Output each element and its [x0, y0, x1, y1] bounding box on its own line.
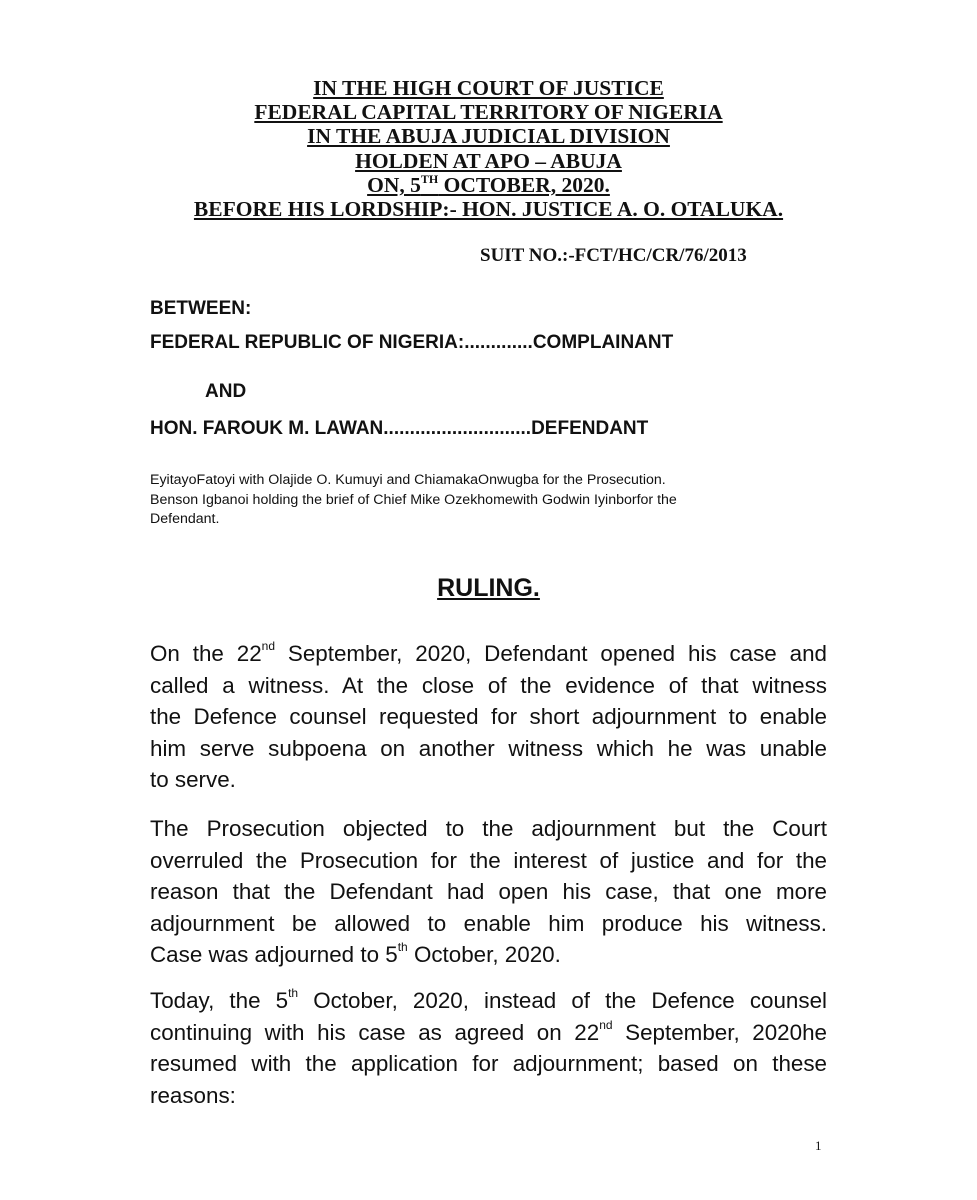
page-number: 1 [815, 1138, 822, 1153]
prosecution-counsel: EyitayoFatoyi with Olajide O. Kumuyi and ChiamakaOnwugba for the Prosecution. [150, 472, 666, 488]
paragraph-3 [150, 985, 827, 1111]
paragraph-1 [150, 638, 827, 796]
text-line: On the 22nd September, 2020, Defendant opened his case and [150, 639, 827, 666]
paragraph-2 [150, 813, 827, 971]
text-line: Today, the 5th October, 2020, instead of the Defence counsel [150, 986, 827, 1013]
text-line: Case was adjourned to 5th October, 2020. [150, 940, 561, 968]
text-line: reason that the Defendant had open his case, that one more [150, 879, 827, 905]
counsel-appearances [150, 471, 850, 530]
text-line: adjournment be allowed to enable him produce his witness. [150, 910, 827, 936]
text-line: reasons: [150, 1082, 236, 1108]
defendant-line: HON. FAROUK M. LAWAN............................DEFENDANT [150, 418, 649, 439]
text-line: continuing with his case as agreed on 22nd September, 2020he [150, 1017, 827, 1045]
complainant-line: FEDERAL REPUBLIC OF NIGERIA:.............COMPLAINANT [150, 332, 674, 353]
and-label: AND [205, 381, 247, 402]
territory: FEDERAL CAPITAL TERRITORY OF NIGERIA [254, 100, 723, 125]
court-heading [0, 76, 977, 221]
text-line: to serve. [150, 767, 236, 793]
court-name: IN THE HIGH COURT OF JUSTICE [313, 76, 664, 100]
text-line: called a witness. At the close of the evidence of that witness [150, 672, 827, 698]
between-label: BETWEEN: [150, 298, 252, 319]
text-line: The Prosecution objected to the adjournment but the Court [150, 816, 827, 841]
text-line: resumed with the application for adjournment; based on these [150, 1051, 827, 1077]
ruling-title: RULING. [437, 574, 540, 602]
judicial-division: IN THE ABUJA JUDICIAL DIVISION [307, 124, 670, 149]
suit-number: SUIT NO.:-FCT/HC/CR/76/2013 [480, 245, 747, 266]
presiding-judge: BEFORE HIS LORDSHIP:- HON. JUSTICE A. O. OTALUKA. [193, 197, 784, 222]
text-line: overruled the Prosecution for the interest of justice and for the [150, 847, 827, 873]
defence-counsel-cont: Defendant. [150, 511, 220, 527]
text-line: the Defence counsel requested for short adjournment to enable [150, 704, 827, 730]
holden-at: HOLDEN AT APO – ABUJA [355, 148, 622, 173]
hearing-date: ON, 5TH OCTOBER, 2020. [367, 171, 610, 197]
text-line: him serve subpoena on another witness which he was unable [150, 735, 827, 761]
defence-counsel: Benson Igbanoi holding the brief of Chief Mike Ozekhomewith Godwin Iyinborfor the [150, 491, 677, 508]
